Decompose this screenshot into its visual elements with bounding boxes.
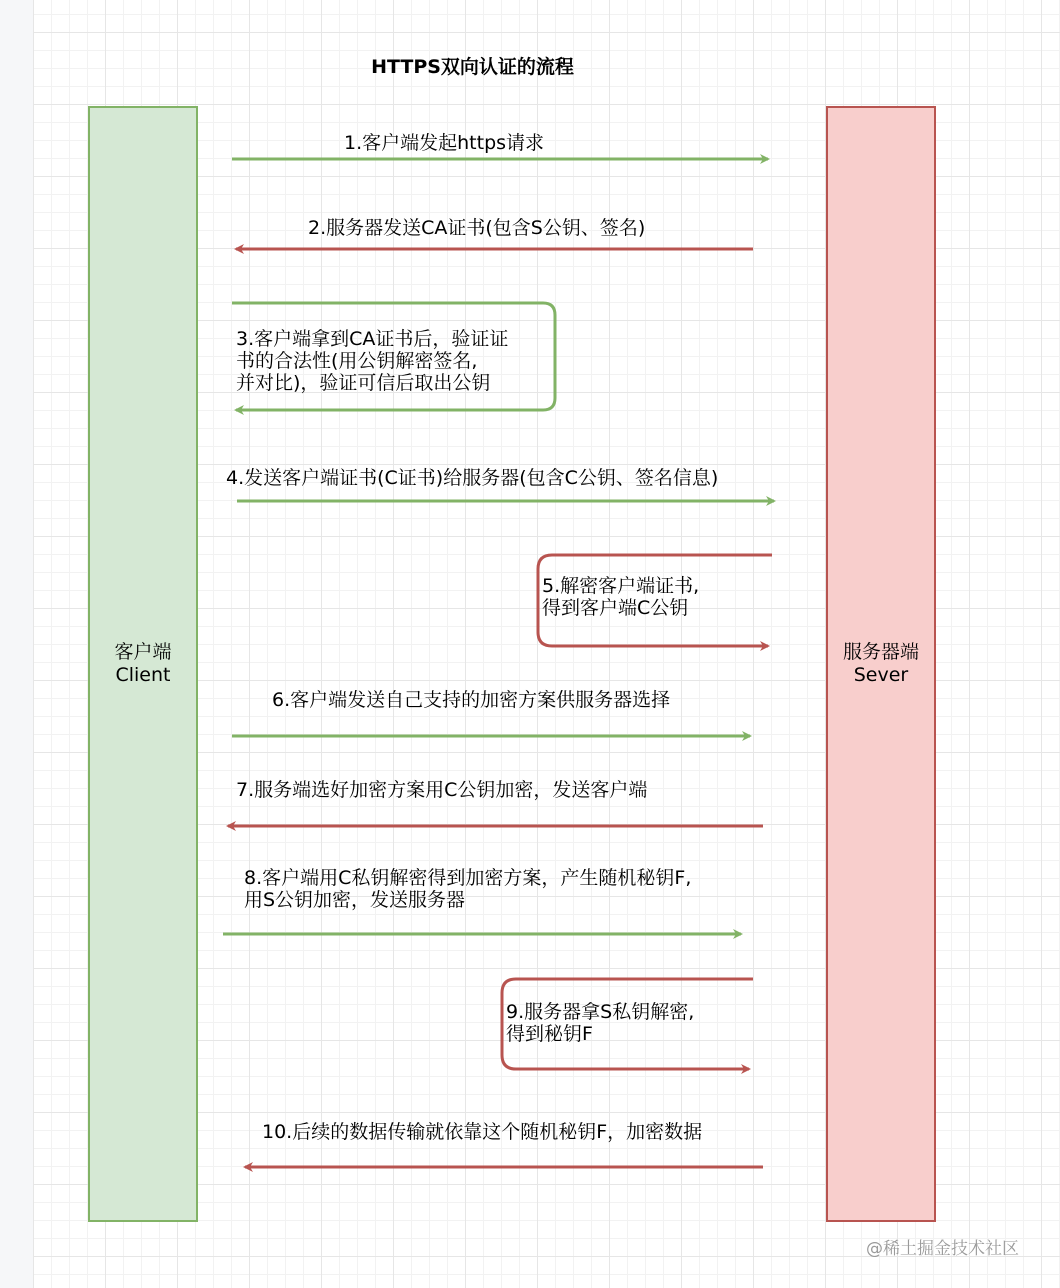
- step-8-line-2: 用S公钥加密，发送服务器: [244, 889, 466, 911]
- step-3-line-1: 3.客户端拿到CA证书后，验证证: [236, 328, 509, 350]
- step-10-label: 10.后续的数据传输就依靠这个随机秘钥F，加密数据: [262, 1121, 703, 1143]
- step-7-label: 7.服务端选好加密方案用C公钥加密，发送客户端: [236, 779, 648, 801]
- step-9-line-2: 得到秘钥F: [506, 1023, 593, 1045]
- step-2-label: 2.服务器发送CA证书(包含S公钥、签名): [308, 217, 646, 239]
- step-1-label: 1.客户端发起https请求: [344, 132, 545, 154]
- step-5-line-1: 5.解密客户端证书,: [542, 575, 700, 597]
- step-3-label: [236, 328, 508, 394]
- step-6-label: 6.客户端发送自己支持的加密方案供服务器选择: [272, 689, 671, 711]
- step-3-line-2: 书的合法性(用公钥解密签名,: [236, 350, 478, 372]
- step-5-line-2: 得到客户端C公钥: [542, 597, 689, 619]
- server-lane-label-en: Sever: [853, 664, 909, 686]
- step-3-line-3: 并对比)，验证可信后取出公钥: [236, 372, 491, 394]
- client-lane-label-en: Client: [115, 664, 171, 686]
- step-9-line-1: 9.服务器拿S私钥解密,: [506, 1001, 695, 1023]
- step-8-label: [244, 867, 691, 911]
- step-4-label: 4.发送客户端证书(C证书)给服务器(包含C公钥、签名信息): [226, 467, 719, 489]
- step-9-label: [506, 1001, 694, 1045]
- server-lane-label-cn: 服务器端: [842, 641, 919, 663]
- diagram-title: HTTPS双向认证的流程: [371, 56, 574, 78]
- step-5-label: [542, 575, 699, 619]
- client-lane-label-cn: 客户端: [114, 641, 172, 663]
- step-8-line-1: 8.客户端用C私钥解密得到加密方案，产生随机秘钥F,: [244, 867, 692, 889]
- watermark: @稀土掘金技术社区: [866, 1239, 1019, 1259]
